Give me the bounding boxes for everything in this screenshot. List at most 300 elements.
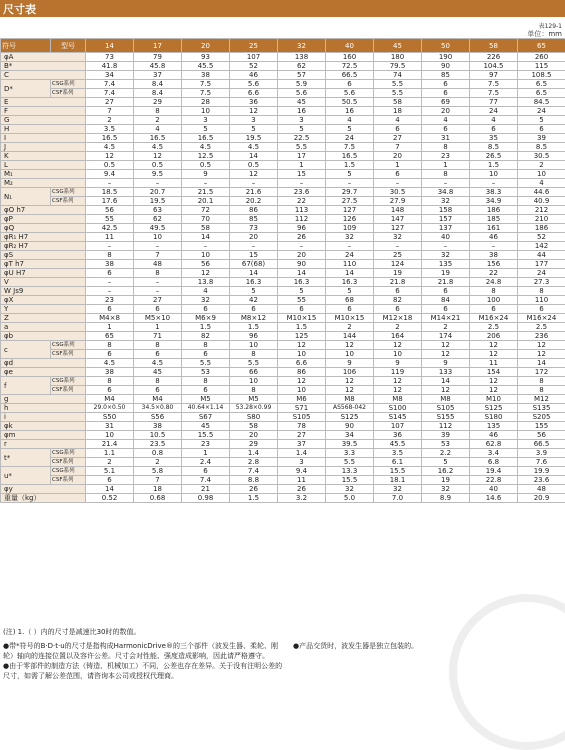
table-cell: 14 bbox=[182, 233, 230, 242]
table-cell: 4 bbox=[374, 116, 422, 125]
table-row bbox=[1, 71, 565, 80]
table-cell: M16×24 bbox=[518, 314, 565, 323]
table-cell: 38 bbox=[182, 71, 230, 80]
table-cell: 46 bbox=[470, 431, 518, 440]
table-cell: 107 bbox=[374, 422, 422, 431]
table-cell: 1 bbox=[422, 161, 470, 170]
table-cell: 11 bbox=[470, 359, 518, 368]
row-symbol: V bbox=[1, 278, 86, 287]
table-row bbox=[1, 53, 565, 62]
table-cell: S125 bbox=[470, 404, 518, 413]
table-cell: 63 bbox=[134, 206, 182, 215]
table-cell: 78 bbox=[278, 422, 326, 431]
table-cell: 12 bbox=[182, 269, 230, 278]
table-row bbox=[1, 350, 565, 359]
table-cell: 32 bbox=[326, 233, 374, 242]
row-symbol: φT h7 bbox=[1, 260, 86, 269]
table-cell: 90 bbox=[278, 260, 326, 269]
table-cell: 5 bbox=[278, 125, 326, 134]
watermark-seal bbox=[449, 594, 565, 750]
table-cell: 1.5 bbox=[230, 323, 278, 332]
table-cell: – bbox=[86, 242, 134, 251]
table-cell: 154 bbox=[470, 368, 518, 377]
table-cell: 12 bbox=[230, 107, 278, 116]
row-symbol: D* bbox=[1, 80, 51, 98]
row-series: CSG系列 bbox=[51, 449, 86, 458]
table-cell: 39.5 bbox=[326, 440, 374, 449]
table-cell: 186 bbox=[470, 206, 518, 215]
table-cell: 0.5 bbox=[182, 161, 230, 170]
model-header: 型号 bbox=[51, 39, 86, 53]
table-cell: 31 bbox=[422, 134, 470, 143]
table-cell: 20.2 bbox=[230, 197, 278, 206]
table-cell: 1.1 bbox=[86, 449, 134, 458]
table-row bbox=[1, 494, 565, 503]
table-cell: 158 bbox=[422, 206, 470, 215]
table-cell: 6 bbox=[470, 305, 518, 314]
table-cell: 6 bbox=[422, 80, 470, 89]
table-cell: 107 bbox=[230, 53, 278, 62]
table-cell: 45 bbox=[182, 422, 230, 431]
table-cell: 6 bbox=[134, 305, 182, 314]
table-row bbox=[1, 116, 565, 125]
table-cell: 32 bbox=[326, 485, 374, 494]
table-cell: S180 bbox=[470, 413, 518, 422]
table-cell: 190 bbox=[422, 53, 470, 62]
table-row bbox=[1, 251, 565, 260]
table-cell: 12 bbox=[422, 386, 470, 395]
row-symbol: 重量（kg） bbox=[1, 494, 86, 503]
table-cell: 16.2 bbox=[422, 467, 470, 476]
table-cell: 85 bbox=[230, 215, 278, 224]
table-cell: 1 bbox=[182, 449, 230, 458]
table-cell: 32 bbox=[374, 485, 422, 494]
table-row bbox=[1, 413, 565, 422]
table-cell: 135 bbox=[470, 422, 518, 431]
table-cell: 4 bbox=[134, 125, 182, 134]
table-cell: 2 bbox=[134, 458, 182, 467]
table-row bbox=[1, 368, 565, 377]
table-cell: 7.0 bbox=[374, 494, 422, 503]
table-cell: M5 bbox=[230, 395, 278, 404]
table-cell: 11 bbox=[278, 476, 326, 485]
table-cell: – bbox=[86, 278, 134, 287]
row-symbol: N₁ bbox=[1, 188, 51, 206]
table-cell: – bbox=[86, 179, 134, 188]
table-cell: 21.8 bbox=[374, 278, 422, 287]
row-symbol: h bbox=[1, 404, 86, 413]
table-cell: 74 bbox=[374, 71, 422, 80]
table-cell: 10 bbox=[278, 386, 326, 395]
table-cell: 8 bbox=[182, 377, 230, 386]
table-row bbox=[1, 260, 565, 269]
table-cell: 66 bbox=[230, 368, 278, 377]
table-cell: 164 bbox=[374, 332, 422, 341]
table-cell: 7.5 bbox=[182, 80, 230, 89]
table-cell: M8×12 bbox=[230, 314, 278, 323]
table-cell: 6 bbox=[86, 269, 134, 278]
table-cell: 8 bbox=[134, 377, 182, 386]
table-row bbox=[1, 323, 565, 332]
table-cell: 9.4 bbox=[86, 170, 134, 179]
row-symbol: r bbox=[1, 440, 86, 449]
row-symbol: φe bbox=[1, 368, 86, 377]
row-symbol: F bbox=[1, 107, 86, 116]
table-cell: 27 bbox=[278, 431, 326, 440]
table-cell: 19 bbox=[422, 269, 470, 278]
table-cell: 38 bbox=[86, 368, 134, 377]
table-cell: 19 bbox=[422, 476, 470, 485]
row-series: CSG系列 bbox=[51, 188, 86, 197]
row-symbol: a bbox=[1, 323, 86, 332]
table-cell: 12.5 bbox=[182, 152, 230, 161]
table-row bbox=[1, 296, 565, 305]
row-symbol: φb bbox=[1, 332, 86, 341]
table-cell: 186 bbox=[518, 224, 565, 233]
table-cell: 10 bbox=[182, 107, 230, 116]
table-cell: 32 bbox=[422, 485, 470, 494]
table-cell: 27.3 bbox=[518, 278, 565, 287]
table-cell: 73 bbox=[230, 224, 278, 233]
table-cell: 14 bbox=[518, 359, 565, 368]
table-cell: 66.5 bbox=[326, 71, 374, 80]
table-cell: M10×15 bbox=[326, 314, 374, 323]
table-cell: 0.5 bbox=[86, 161, 134, 170]
table-cell: AS568-042 bbox=[326, 404, 374, 413]
table-cell: 1.5 bbox=[278, 323, 326, 332]
table-cell: 20.9 bbox=[518, 494, 565, 503]
table-cell: – bbox=[278, 179, 326, 188]
table-cell: 26 bbox=[278, 485, 326, 494]
table-cell: 69 bbox=[422, 98, 470, 107]
table-cell: 26 bbox=[278, 233, 326, 242]
table-cell: 8 bbox=[230, 350, 278, 359]
table-cell: 125 bbox=[278, 332, 326, 341]
table-cell: 3 bbox=[182, 116, 230, 125]
table-cell: 46 bbox=[230, 71, 278, 80]
table-cell: 2 bbox=[86, 458, 134, 467]
table-cell: 8.5 bbox=[518, 143, 565, 152]
table-cell: 96 bbox=[278, 224, 326, 233]
table-cell: 8 bbox=[422, 170, 470, 179]
table-cell: 9.4 bbox=[278, 467, 326, 476]
table-cell: 35 bbox=[470, 134, 518, 143]
table-cell: 32 bbox=[422, 251, 470, 260]
table-cell: 5.1 bbox=[86, 467, 134, 476]
table-cell: 20 bbox=[374, 152, 422, 161]
table-cell: 14 bbox=[278, 269, 326, 278]
table-cell: 12 bbox=[86, 152, 134, 161]
row-symbol: φS bbox=[1, 251, 86, 260]
table-row bbox=[1, 233, 565, 242]
table-cell: – bbox=[134, 179, 182, 188]
table-cell: M16×24 bbox=[470, 314, 518, 323]
table-cell: 6 bbox=[134, 350, 182, 359]
table-row bbox=[1, 404, 565, 413]
table-cell: 7.4 bbox=[182, 476, 230, 485]
table-cell: 27 bbox=[134, 296, 182, 305]
table-cell: 34.5×0.80 bbox=[134, 404, 182, 413]
table-cell: 5 bbox=[230, 287, 278, 296]
table-cell: 90 bbox=[422, 62, 470, 71]
table-cell: 90 bbox=[326, 422, 374, 431]
table-cell: 12 bbox=[326, 377, 374, 386]
table-cell: 5 bbox=[230, 125, 278, 134]
table-cell: 16 bbox=[278, 107, 326, 116]
row-symbol: L bbox=[1, 161, 86, 170]
table-cell: 10 bbox=[86, 431, 134, 440]
table-cell: 8.4 bbox=[134, 89, 182, 98]
table-cell: 15.5 bbox=[326, 476, 374, 485]
table-cell: 5.6 bbox=[230, 80, 278, 89]
table-cell: 5.0 bbox=[326, 494, 374, 503]
unit-label: 单位：mm bbox=[527, 29, 562, 39]
table-cell: 9 bbox=[374, 359, 422, 368]
row-symbol: φA bbox=[1, 53, 86, 62]
table-cell: 6.6 bbox=[230, 89, 278, 98]
table-cell: S205 bbox=[518, 413, 565, 422]
table-cell: 7 bbox=[374, 143, 422, 152]
table-cell: 5 bbox=[422, 458, 470, 467]
table-cell: 57 bbox=[278, 71, 326, 80]
row-series: CSF系列 bbox=[51, 476, 86, 485]
table-cell: 10 bbox=[278, 350, 326, 359]
table-cell: M12 bbox=[518, 395, 565, 404]
table-cell: 155 bbox=[518, 422, 565, 431]
table-cell: 62 bbox=[134, 215, 182, 224]
table-cell: 0.8 bbox=[134, 449, 182, 458]
table-cell: 12 bbox=[518, 341, 565, 350]
table-cell: 18 bbox=[374, 107, 422, 116]
table-cell: 6 bbox=[422, 89, 470, 98]
table-cell: 226 bbox=[470, 53, 518, 62]
row-symbol: i bbox=[1, 413, 86, 422]
table-cell: 13.8 bbox=[182, 278, 230, 287]
row-symbol: J bbox=[1, 143, 86, 152]
table-row bbox=[1, 422, 565, 431]
row-symbol: f bbox=[1, 377, 51, 395]
table-cell: 8 bbox=[86, 341, 134, 350]
table-cell: 58 bbox=[230, 422, 278, 431]
table-cell: 10 bbox=[518, 170, 565, 179]
table-cell: 4.5 bbox=[86, 143, 134, 152]
table-cell: 29 bbox=[134, 98, 182, 107]
table-cell: 3.5 bbox=[374, 449, 422, 458]
table-cell: 45 bbox=[134, 368, 182, 377]
table-row bbox=[1, 89, 565, 98]
table-cell: 14 bbox=[230, 269, 278, 278]
table-row bbox=[1, 98, 565, 107]
table-cell: 15.5 bbox=[182, 431, 230, 440]
table-cell: 5 bbox=[278, 287, 326, 296]
table-cell: 53 bbox=[182, 368, 230, 377]
table-cell: 23.5 bbox=[134, 440, 182, 449]
table-cell: 42 bbox=[230, 296, 278, 305]
table-cell: 6 bbox=[422, 305, 470, 314]
table-cell: 29.7 bbox=[326, 188, 374, 197]
row-symbol: c bbox=[1, 341, 51, 359]
table-cell: 15 bbox=[230, 251, 278, 260]
table-row bbox=[1, 476, 565, 485]
table-cell: 40 bbox=[422, 233, 470, 242]
table-cell: 119 bbox=[374, 368, 422, 377]
table-row bbox=[1, 206, 565, 215]
table-cell: – bbox=[278, 242, 326, 251]
table-cell: – bbox=[470, 179, 518, 188]
table-cell: 53.28×0.99 bbox=[230, 404, 278, 413]
table-row bbox=[1, 80, 565, 89]
table-cell: 8 bbox=[518, 287, 565, 296]
table-cell: 7.5 bbox=[182, 89, 230, 98]
table-cell: 147 bbox=[374, 215, 422, 224]
table-cell: 21.5 bbox=[182, 188, 230, 197]
row-symbol: E bbox=[1, 98, 86, 107]
size-header: 32 bbox=[278, 39, 326, 53]
table-cell: 11 bbox=[86, 233, 134, 242]
table-row bbox=[1, 188, 565, 197]
table-cell: 48 bbox=[134, 260, 182, 269]
table-cell: 3 bbox=[230, 116, 278, 125]
table-cell: 3.5 bbox=[86, 125, 134, 134]
table-row bbox=[1, 314, 565, 323]
table-cell: M10 bbox=[470, 395, 518, 404]
table-cell: 5.5 bbox=[182, 359, 230, 368]
table-cell: 38 bbox=[470, 251, 518, 260]
table-cell: 127 bbox=[326, 206, 374, 215]
table-cell: 12 bbox=[326, 386, 374, 395]
table-cell: 14 bbox=[86, 485, 134, 494]
table-cell: 12 bbox=[374, 341, 422, 350]
table-cell: – bbox=[374, 242, 422, 251]
table-cell: 6.8 bbox=[470, 458, 518, 467]
table-cell: 5.9 bbox=[278, 80, 326, 89]
table-cell: 0.68 bbox=[134, 494, 182, 503]
table-cell: 97 bbox=[470, 71, 518, 80]
table-cell: 30.5 bbox=[518, 152, 565, 161]
row-series: CSG系列 bbox=[51, 467, 86, 476]
table-cell: 0.5 bbox=[230, 161, 278, 170]
table-cell: 29 bbox=[230, 440, 278, 449]
table-cell: 206 bbox=[470, 332, 518, 341]
table-cell: 25 bbox=[374, 251, 422, 260]
table-cell: 4 bbox=[518, 179, 565, 188]
table-cell: S145 bbox=[374, 413, 422, 422]
table-cell: 5.5 bbox=[230, 359, 278, 368]
table-cell: 37 bbox=[134, 71, 182, 80]
row-symbol: t* bbox=[1, 449, 51, 467]
table-cell: 23 bbox=[86, 296, 134, 305]
table-cell: 14 bbox=[230, 152, 278, 161]
table-cell: 115 bbox=[518, 62, 565, 71]
table-cell: 7.4 bbox=[230, 467, 278, 476]
table-cell: M4 bbox=[134, 395, 182, 404]
table-cell: 31 bbox=[86, 422, 134, 431]
table-cell: 50.5 bbox=[326, 98, 374, 107]
table-cell: 6 bbox=[518, 305, 565, 314]
row-series: CSG系列 bbox=[51, 80, 86, 89]
table-cell: 38.3 bbox=[470, 188, 518, 197]
table-cell: 177 bbox=[518, 260, 565, 269]
table-cell: 110 bbox=[326, 260, 374, 269]
table-cell: – bbox=[230, 179, 278, 188]
table-cell: 10 bbox=[470, 170, 518, 179]
table-row bbox=[1, 134, 565, 143]
table-cell: 48 bbox=[518, 485, 565, 494]
table-row bbox=[1, 440, 565, 449]
table-cell: 10 bbox=[230, 377, 278, 386]
table-cell: 161 bbox=[470, 224, 518, 233]
table-cell: 16.5 bbox=[182, 134, 230, 143]
table-cell: 4.5 bbox=[134, 359, 182, 368]
table-cell: 19.4 bbox=[470, 467, 518, 476]
table-cell: – bbox=[374, 179, 422, 188]
table-row bbox=[1, 152, 565, 161]
table-cell: M8 bbox=[326, 395, 374, 404]
table-cell: 45 bbox=[278, 98, 326, 107]
row-symbol: g bbox=[1, 395, 86, 404]
table-cell: 7 bbox=[86, 107, 134, 116]
table-cell: 34.9 bbox=[470, 197, 518, 206]
table-cell: 36 bbox=[374, 431, 422, 440]
row-series: CSF系列 bbox=[51, 386, 86, 395]
row-symbol: Y bbox=[1, 305, 86, 314]
note-3: ●由于零部件的制造方法（铸造、机械加工）不同，公差也存在差异。关于没有注明公差的尺寸，如需了解公差范围，请咨询本公司或授权代理商。 bbox=[3, 661, 283, 681]
table-cell: – bbox=[86, 287, 134, 296]
table-cell: M6 bbox=[278, 395, 326, 404]
table-cell: 1.5 bbox=[230, 494, 278, 503]
table-cell: 10 bbox=[134, 233, 182, 242]
size-header: 65 bbox=[518, 39, 565, 53]
table-cell: 71 bbox=[134, 332, 182, 341]
row-symbol: φO h7 bbox=[1, 206, 86, 215]
row-series: CSG系列 bbox=[51, 341, 86, 350]
row-symbol: φR₂ H7 bbox=[1, 242, 86, 251]
table-cell: 21.6 bbox=[230, 188, 278, 197]
row-symbol: M₂ bbox=[1, 179, 86, 188]
table-row bbox=[1, 359, 565, 368]
table-cell: 4 bbox=[470, 116, 518, 125]
table-cell: – bbox=[134, 287, 182, 296]
table-cell: 4 bbox=[326, 116, 374, 125]
table-cell: 2.5 bbox=[518, 323, 565, 332]
table-cell: 55 bbox=[278, 296, 326, 305]
table-cell: 24 bbox=[326, 251, 374, 260]
table-cell: S67 bbox=[182, 413, 230, 422]
table-cell: – bbox=[422, 179, 470, 188]
table-cell: 180 bbox=[374, 53, 422, 62]
table-cell: 5.5 bbox=[374, 80, 422, 89]
table-cell: 236 bbox=[518, 332, 565, 341]
table-cell: 20 bbox=[230, 431, 278, 440]
table-cell: 12 bbox=[470, 341, 518, 350]
note-2: ●带*符号的B·D·t·u的尺寸是指构成HarmonicDrive®的三个部件（波发生器、柔轮、刚轮）轴向的连接位置以及容许公差。尺寸会对性能、强度造成影响，因此请严格遵守。 bbox=[3, 641, 283, 661]
table-row bbox=[1, 386, 565, 395]
table-cell: 8 bbox=[86, 377, 134, 386]
table-cell: 49.5 bbox=[134, 224, 182, 233]
table-cell: 5 bbox=[182, 125, 230, 134]
table-row bbox=[1, 161, 565, 170]
table-cell: 124 bbox=[374, 260, 422, 269]
table-cell: 93 bbox=[182, 53, 230, 62]
table-cell: 6.5 bbox=[518, 80, 565, 89]
table-cell: 108.5 bbox=[518, 71, 565, 80]
table-cell: 84 bbox=[422, 296, 470, 305]
table-cell: 38 bbox=[134, 422, 182, 431]
table-cell: 6 bbox=[374, 125, 422, 134]
table-cell: 157 bbox=[422, 215, 470, 224]
table-cell: 96 bbox=[230, 332, 278, 341]
table-cell: 160 bbox=[326, 53, 374, 62]
